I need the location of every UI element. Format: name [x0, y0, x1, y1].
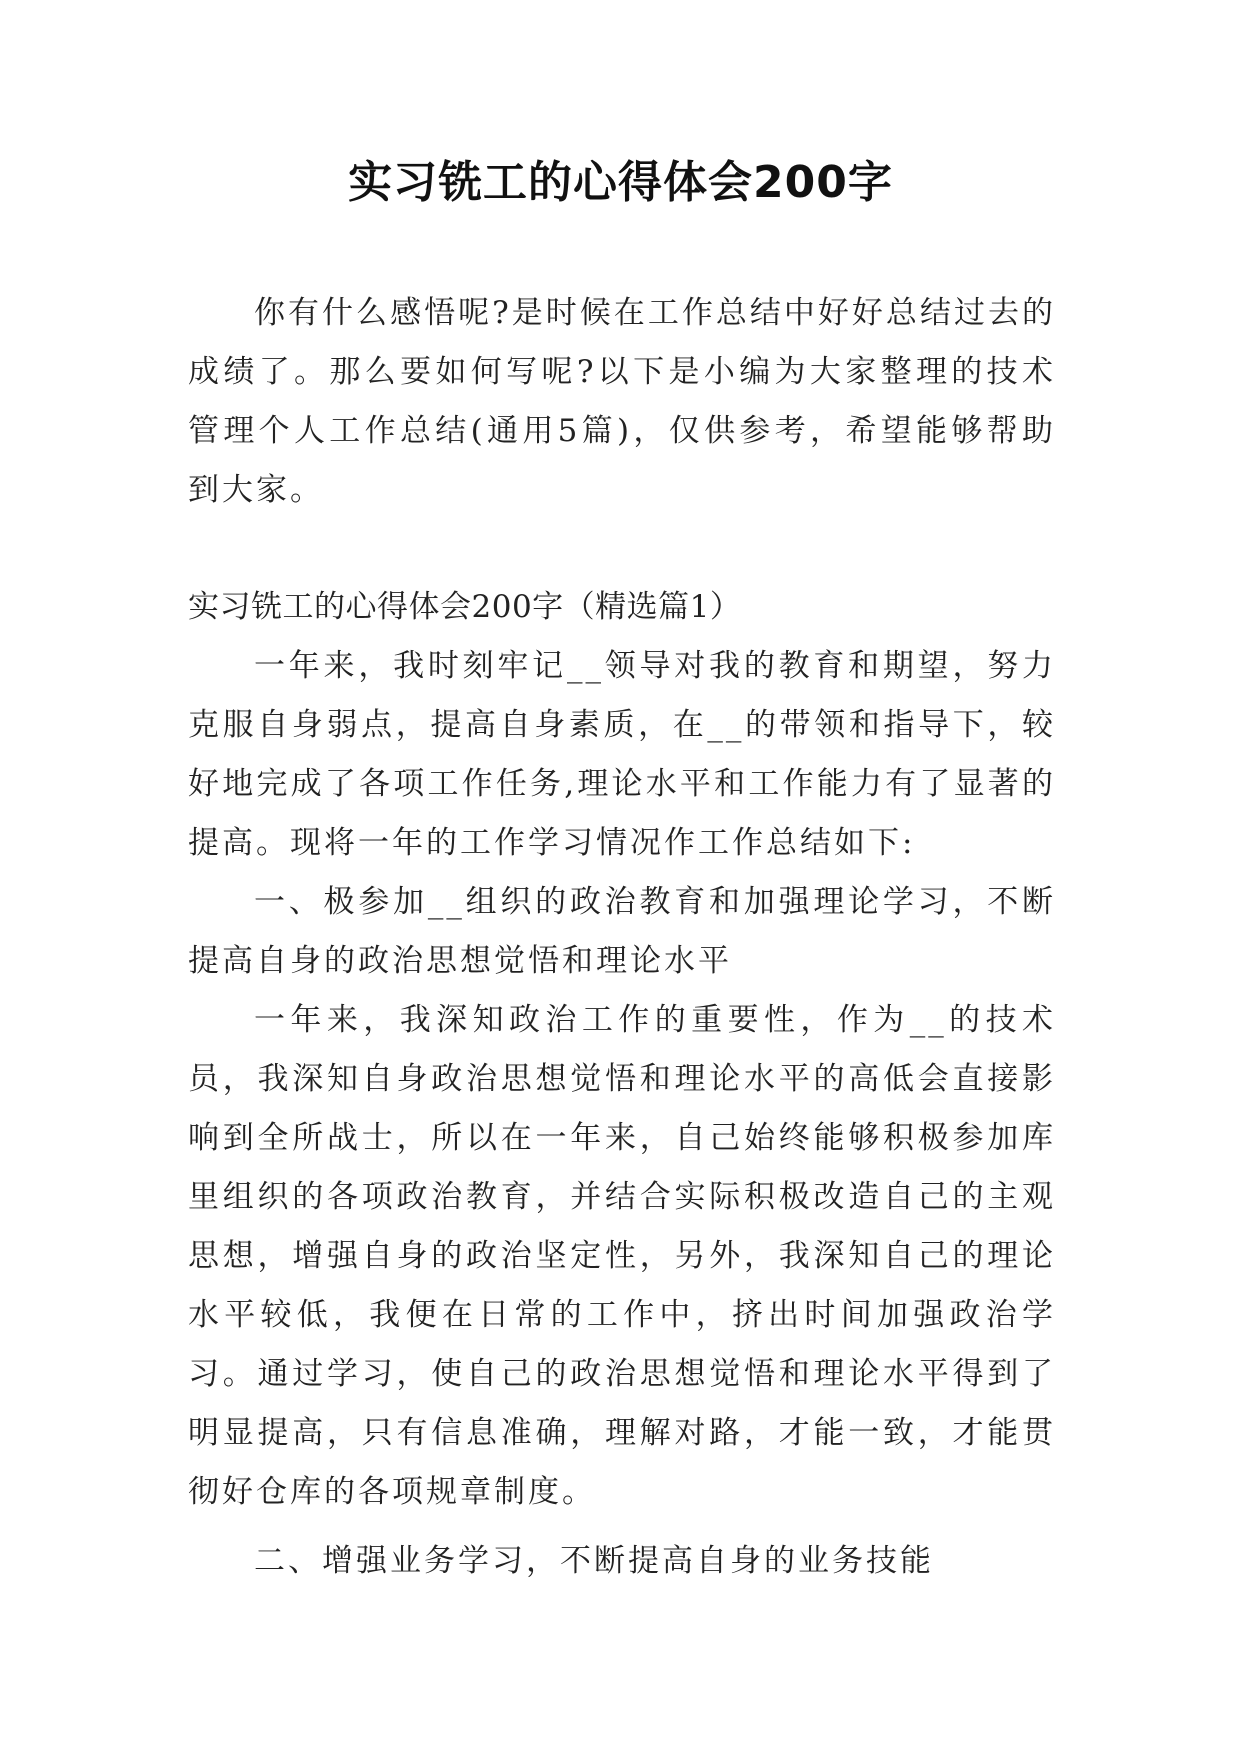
document-title: 实习铣工的心得体会200字: [348, 157, 893, 208]
intro-paragraph: 你有什么感悟呢?是时候在工作总结中好好总结过去的成绩了。那么要如何写呢?以下是小编为大家整理的技术管理个人工作总结(通用5篇)，仅供参考，希望能够帮助到大家。: [188, 295, 1056, 508]
document-body: [188, 284, 1056, 1591]
body-paragraph-2: 一年来，我深知政治工作的重要性，作为__的技术员，我深知自身政治思想觉悟和理论水平的高低会直接影响到全所战士，所以在一年来，自己始终能够积极参加库里组织的各项政治教育，并结合实际积极改造自己的主观思想，增强自身的政治坚定性，另外，我深知自己的理论水平较低，我便在日常的工作中，挤出时间加强政治学习。通过学习，使自己的政治思想觉悟和理论水平得到了明显提高，只有信息准确，理解对路，才能一致，才能贯彻好仓库的各项规章制度。: [188, 1002, 1056, 1510]
section-heading-1: 一、极参加__组织的政治教育和加强理论学习，不断提高自身的政治思想觉悟和理论水平: [188, 884, 1056, 979]
body-paragraph-1: 一年来，我时刻牢记__领导对我的教育和期望，努力克服自身弱点，提高自身素质，在__的带领和指导下，较好地完成了各项工作任务,理论水平和工作能力有了显著的提高。现将一年的工作学习情况作工作总结如下:: [188, 648, 1056, 861]
section-title: 实习铣工的心得体会200字（精选篇1）: [188, 589, 742, 625]
section-heading-2: 二、增强业务学习，不断提高自身的业务技能: [254, 1543, 934, 1579]
